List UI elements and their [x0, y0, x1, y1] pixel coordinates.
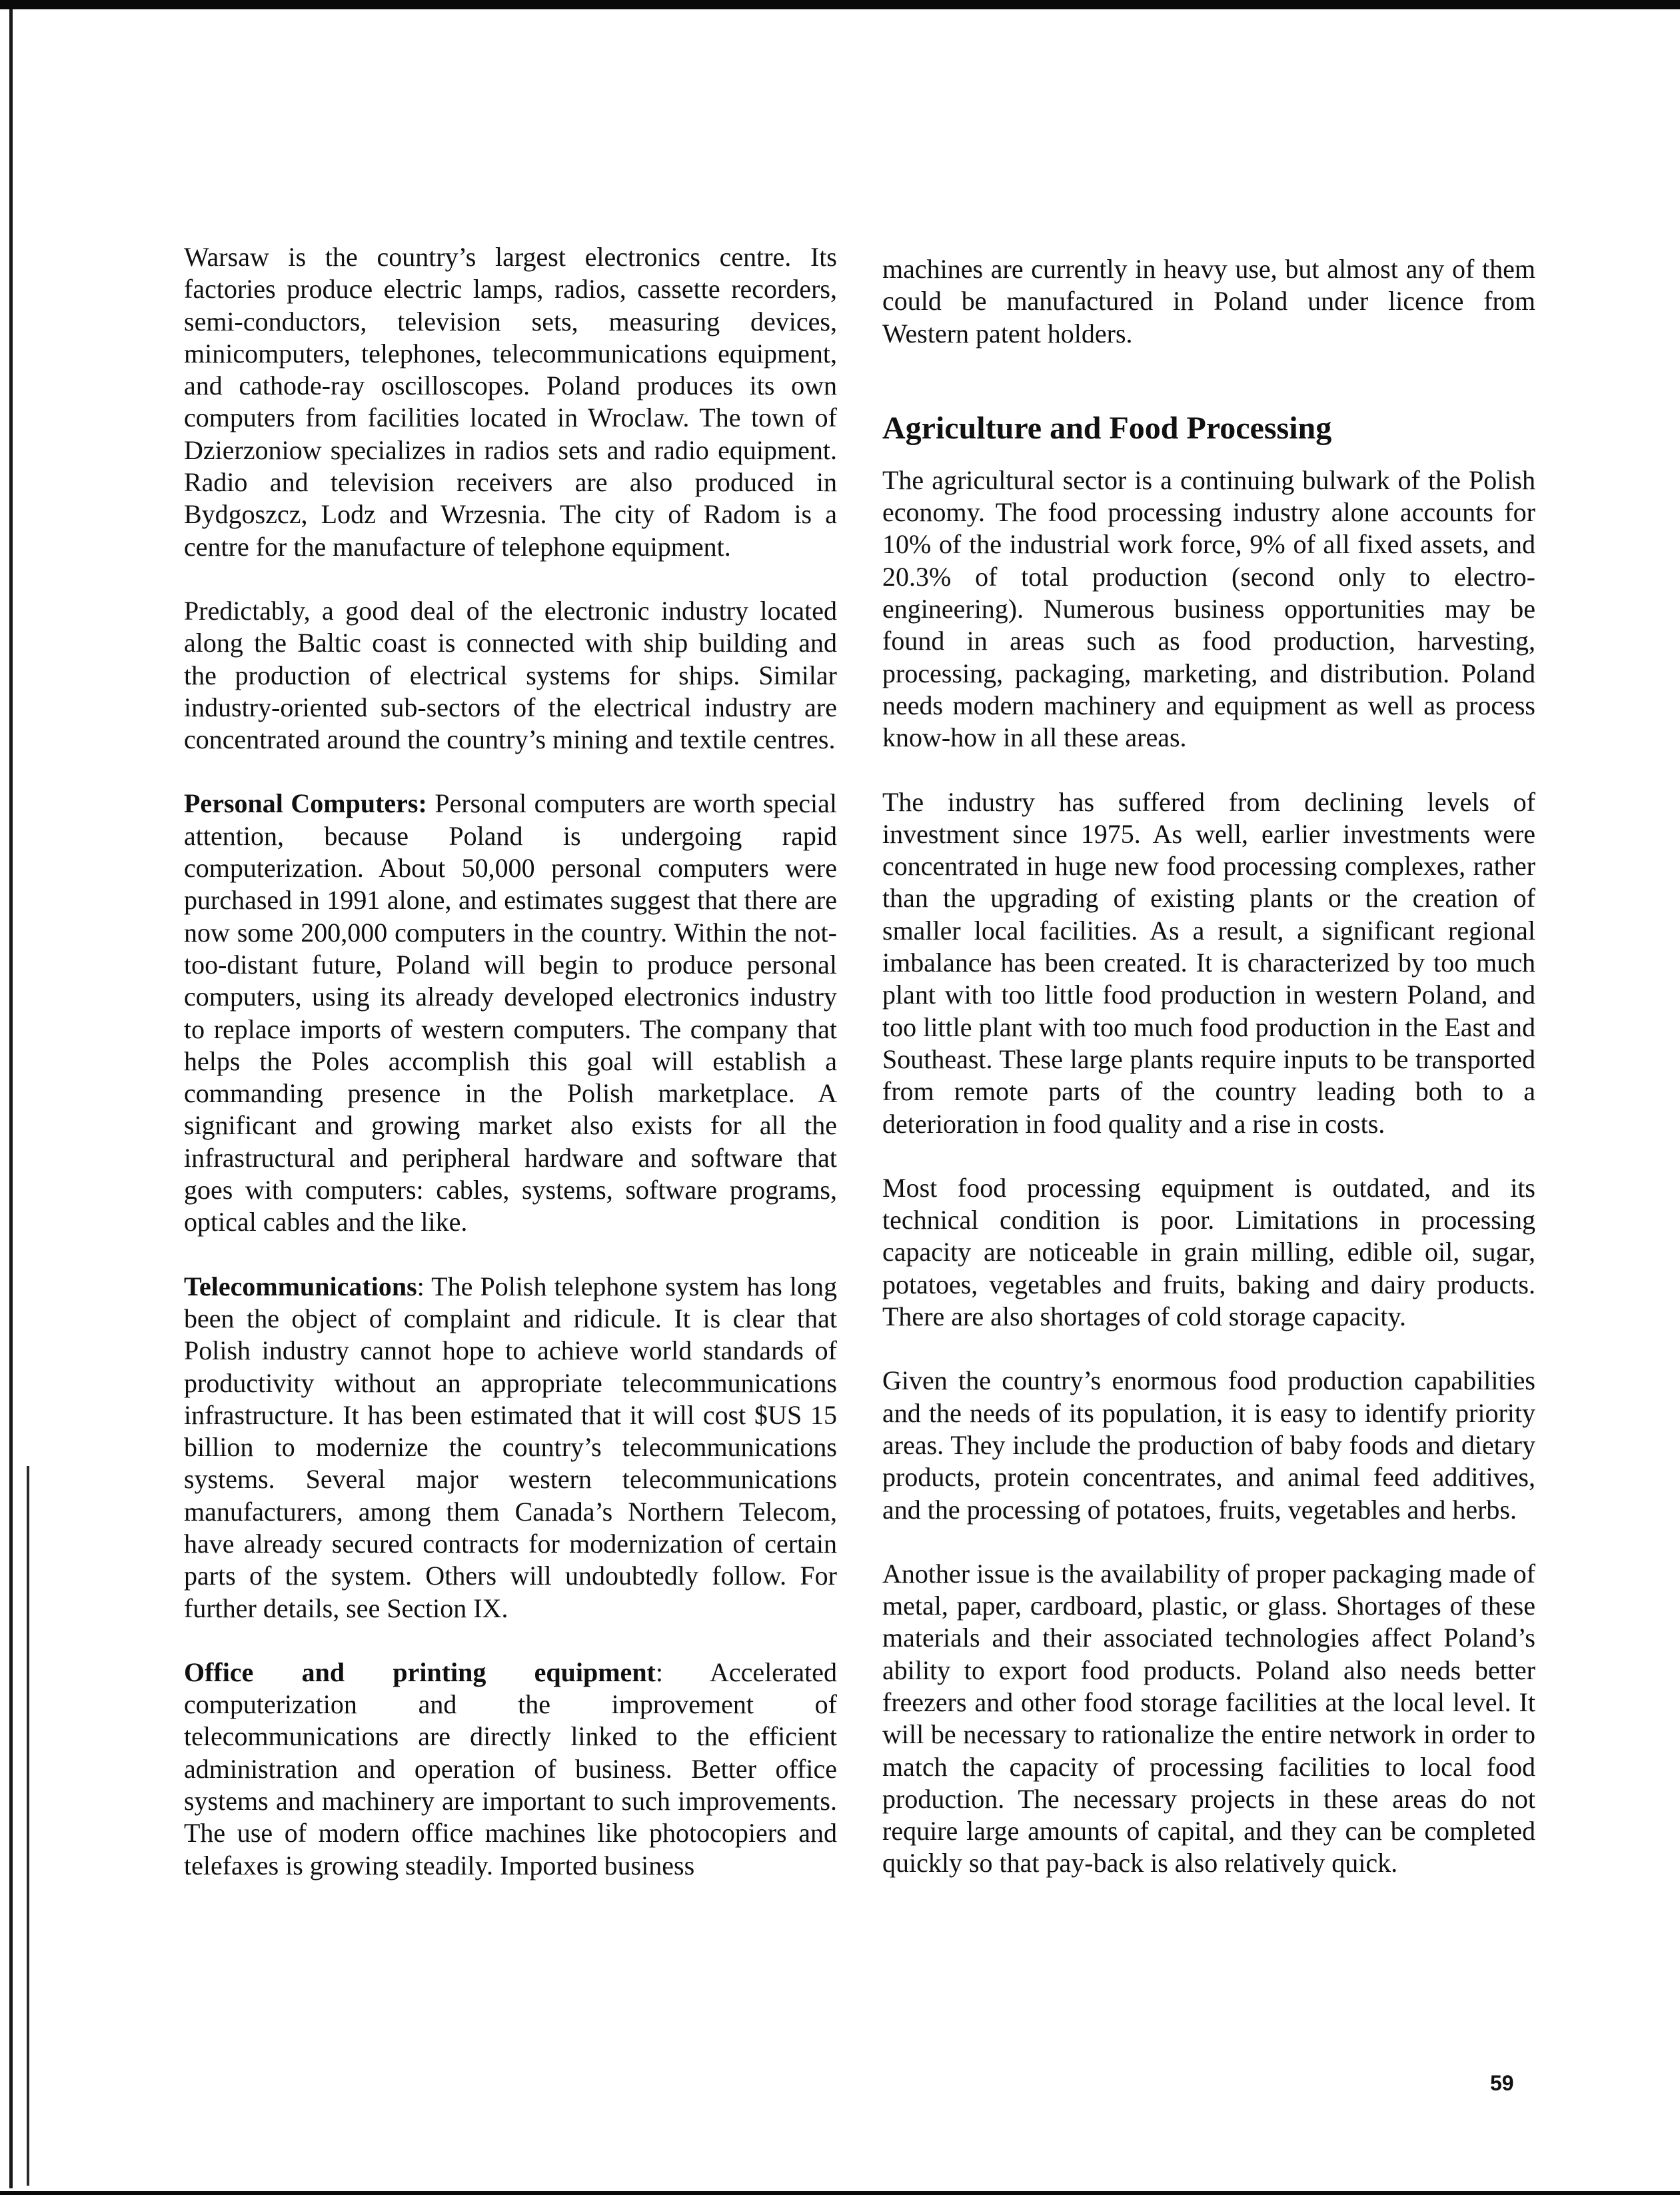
scan-border-bottom	[0, 2191, 1680, 2195]
left-column	[184, 241, 837, 1914]
paragraph-office-equipment	[184, 1657, 837, 1882]
paragraph-baltic-coast: Predictably, a good deal of the electronic industry located along the Baltic coast is connected with ship building and the production of electrical systems for ships. Similar industry-oriented sub-sectors of the electrical industry are concentrated around the country’s mining and textile centres.	[184, 595, 837, 755]
paragraph-telecommunications	[184, 1271, 837, 1625]
paragraph-outdated-equipment: Most food processing equipment is outdated, and its technical condition is poor. Limitations in processing capacity are noticeable in grain milling, edible oil, sugar, potatoes, vegetables and fruits, baking and dairy products. There are also shortages of cold storage capacity.	[882, 1172, 1535, 1332]
scan-border-left	[9, 9, 13, 2188]
scan-border-top	[0, 0, 1680, 9]
paragraph-personal-computers	[184, 788, 837, 1238]
right-column	[882, 253, 1535, 1912]
paragraph-electronics-centre: Warsaw is the country’s largest electronics centre. Its factories produce electric lamps, radios, cassette recorders, semi-conductors, television sets, measuring devices, minicomputers, telephones, telecommunications equipment, and cathode-ray oscilloscopes. Poland produces its own computers from facilities located in Wroclaw. The town of Dzierzoniow specializes in radios sets and radio equipment. Radio and television receivers are also produced in Bydgoszcz, Lodz and Wrzesnia. The city of Radom is a centre for the manufacture of telephone equipment.	[184, 242, 837, 562]
section-heading-agriculture: Agriculture and Food Processing	[882, 410, 1332, 446]
page-number: 59	[1490, 2071, 1514, 2095]
paragraph-business-machines: machines are currently in heavy use, but almost any of them could be manufactured in Poland under licence from Western patent holders.	[882, 254, 1535, 349]
paragraph-packaging: Another issue is the availability of proper packaging made of metal, paper, cardboard, plastic, or glass. Shortages of these materials and their associated technologies affect Poland’s ability to export food products. Poland also needs better freezers and other food storage facilities at the local level. It will be necessary to rationalize the entire network in order to match the capacity of processing facilities to local food production. The necessary projects in these areas do not require large amounts of capital, and they can be completed quickly so that pay-back is also relatively quick.	[882, 1558, 1535, 1878]
paragraph-declining-investment: The industry has suffered from declining levels of investment since 1975. As well, earlier investments were concentrated in huge new food processing complexes, rather than the upgrading of existing plants or the creation of smaller local facilities. As a result, a significant regional imbalance has been created. It is characterized by too much plant with too little food production in western Poland, and too little plant with too much food production in the East and Southeast. These large plants require inputs to be transported from remote parts of the country leading both to a deterioration in food quality and a rise in costs.	[882, 786, 1535, 1139]
paragraph-agricultural-sector: The agricultural sector is a continuing bulwark of the Polish economy. The food processing industry alone accounts for 10% of the industrial work force, 9% of all fixed assets, and 20.3% of total production (second only to electro-engineering). Numerous business opportunities may be found in areas such as food production, harvesting, processing, packaging, marketing, and distribution. Poland needs modern machinery and equipment as well as process know-how in all these areas.	[882, 464, 1535, 753]
run-in-heading-office-equipment: Office and printing equipment	[184, 1657, 656, 1687]
paragraph-priority-areas: Given the country’s enormous food production capabilities and the needs of its population, it is easy to identify priority areas. They include the production of baby foods and dietary products, protein concentrates, and animal feed additives, and the processing of potatoes, fruits, vegetables and herbs.	[882, 1365, 1535, 1525]
paragraph-body: : Accelerated computerization and the improvement of telecommunications are directly linked to the efficient administration and operation of business. Better office systems and machinery are important to such improvements. The use of modern office machines like photocopiers and telefaxes is growing steadily. Imported business	[184, 1657, 837, 1880]
scan-border-left-inner	[27, 1466, 29, 2186]
paragraph-body: Personal computers are worth special attention, because Poland is undergoing rapid computerization. About 50,000 personal computers were purchased in 1991 alone, and estimates suggest that there are now some 200,000 computers in the country. Within the not-too-distant future, Poland will begin to produce personal computers, using its already developed electronics industry to replace imports of western computers. The company that helps the Poles accomplish this goal will establish a commanding presence in the Polish marketplace. A significant and growing market also exists for all the infrastructural and peripheral hardware and software that goes with computers: cables, systems, software programs, optical cables and the like.	[184, 788, 838, 1237]
run-in-heading-telecommunications: Telecommunications	[184, 1271, 417, 1301]
run-in-heading-personal-computers: Personal Computers:	[184, 788, 427, 819]
paragraph-body: : The Polish telephone system has long been the object of complaint and ridicule. It is clear that Polish industry cannot hope to achieve world standards of productivity without an appropriate telecommunications infrastructure. It has been estimated that it will cost $US 15 billion to modernize the country’s telecommunications systems. Several major western telecommunications manufacturers, among them Canada’s Northern Telecom, have already secured contracts for modernization of certain parts of the system. Others will undoubtedly follow. For further details, see Section IX.	[184, 1271, 837, 1623]
